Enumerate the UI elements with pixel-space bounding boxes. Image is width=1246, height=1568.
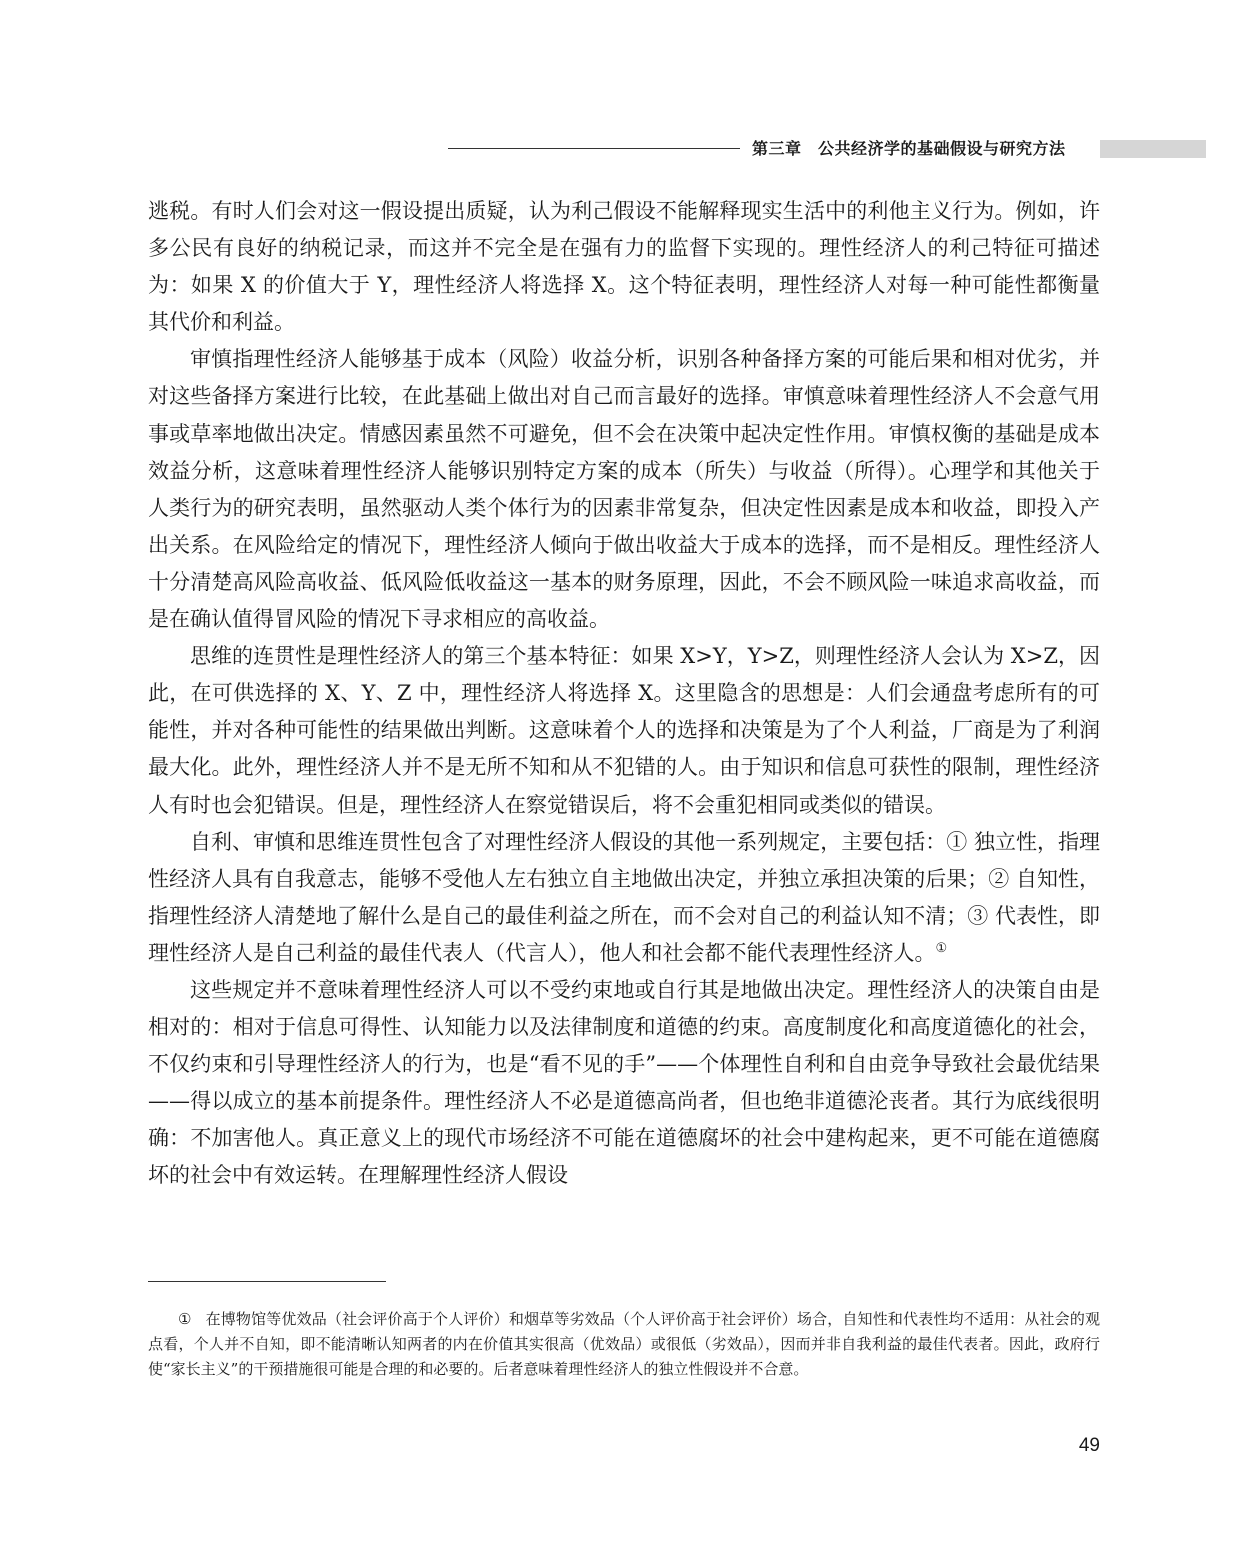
paragraph-5: 这些规定并不意味着理性经济人可以不受约束地或自行其是地做出决定。理性经济人的决策自由是相对的：相对于信息可得性、认知能力以及法律制度和道德的约束。高度制度化和高度道德化的社会，不仅约束和引导理性经济人的行为，也是“看不见的手”——个体理性自利和自由竞争导致社会最优结果——得以成立的基本前提条件。理性经济人不必是道德高尚者，但也绝非道德沦丧者。其行为底线很明确：不加害他人。真正意义上的现代市场经济不可能在道德腐坏的社会中建构起来，更不可能在道德腐坏的社会中有效运转。在理解理性经济人假设 bbox=[148, 977, 1100, 1188]
footnote-rule bbox=[148, 1281, 386, 1282]
body-text bbox=[148, 193, 1100, 1195]
header-rule bbox=[448, 148, 740, 149]
footnote-reference[interactable]: ① bbox=[935, 940, 948, 956]
chapter-title: 第三章 公共经济学的基础假设与研究方法 bbox=[752, 139, 1066, 158]
running-header bbox=[448, 137, 1206, 161]
footnote-text: 在博物馆等优效品（社会评价高于个人评价）和烟草等劣效品（个人评价高于社会评价）场合，自知性和代表性均不适用：从社会的观点看，个人并不自知，即不能清晰认知两者的内在价值其实很高（优效品）或很低（劣效品），因而并非自我利益的最佳代表者。因此，政府行使“家长主义”的干预措施很可能是合理的和必要的。后者意味着理性经济人的独立性假设并不合意。 bbox=[148, 1310, 1100, 1378]
paragraph-2: 审慎指理性经济人能够基于成本（风险）收益分析，识别各种备择方案的可能后果和相对优劣，并对这些备择方案进行比较，在此基础上做出对自己而言最好的选择。审慎意味着理性经济人不会意气用事或草率地做出决定。情感因素虽然不可避免，但不会在决策中起决定性作用。审慎权衡的基础是成本效益分析，这意味着理性经济人能够识别特定方案的成本（所失）与收益（所得）。心理学和其他关于人类行为的研究表明，虽然驱动人类个体行为的因素非常复杂，但决定性因素是成本和收益，即投入产出关系。在风险给定的情况下，理性经济人倾向于做出收益大于成本的选择，而不是相反。理性经济人十分清楚高风险高收益、低风险低收益这一基本的财务原理，因此，不会不顾风险一味追求高收益，而是在确认值得冒风险的情况下寻求相应的高收益。 bbox=[148, 347, 1100, 632]
header-decoration-bar bbox=[1100, 140, 1206, 158]
paragraph-4-text: 自利、审慎和思维连贯性包含了对理性经济人假设的其他一系列规定，主要包括：① 独立性，指理性经济人具有自我意志，能够不受他人左右独立自主地做出决定，并独立承担决策的后果；② 自知性，指理性经济人清楚地了解什么是自己的最佳利益之所在，而不会对自己的利益认知不清；③ 代表性，即理性经济人是自己利益的最佳代表人（代言人），他人和社会都不能代表理性经济人。 bbox=[148, 829, 1100, 965]
page-number: 49 bbox=[1078, 1435, 1100, 1456]
footnote bbox=[148, 1307, 1100, 1382]
paragraph-1: 逃税。有时人们会对这一假设提出质疑，认为利己假设不能解释现实生活中的利他主义行为。例如，许多公民有良好的纳税记录，而这并不完全是在强有力的监督下实现的。理性经济人的利己特征可描述为：如果 X 的价值大于 Y，理性经济人将选择 X。这个特征表明，理性经济人对每一种可能性都衡量其代价和利益。 bbox=[148, 199, 1100, 335]
paragraph-3: 思维的连贯性是理性经济人的第三个基本特征：如果 X>Y，Y>Z，则理性经济人会认为 X>Z，因此，在可供选择的 X、Y、Z 中，理性经济人将选择 X。这里隐含的思想是：人们会通盘考虑所有的可能性，并对各种可能性的结果做出判断。这意味着个人的选择和决策是为了个人利益，厂商是为了利润最大化。此外，理性经济人并不是无所不知和从不犯错的人。由于知识和信息可获性的限制，理性经济人有时也会犯错误。但是，理性经济人在察觉错误后，将不会重犯相同或类似的错误。 bbox=[148, 644, 1100, 817]
paragraph-4 bbox=[148, 824, 1100, 972]
footnote-paragraph bbox=[148, 1307, 1100, 1382]
footnote-mark: ① bbox=[178, 1310, 192, 1328]
